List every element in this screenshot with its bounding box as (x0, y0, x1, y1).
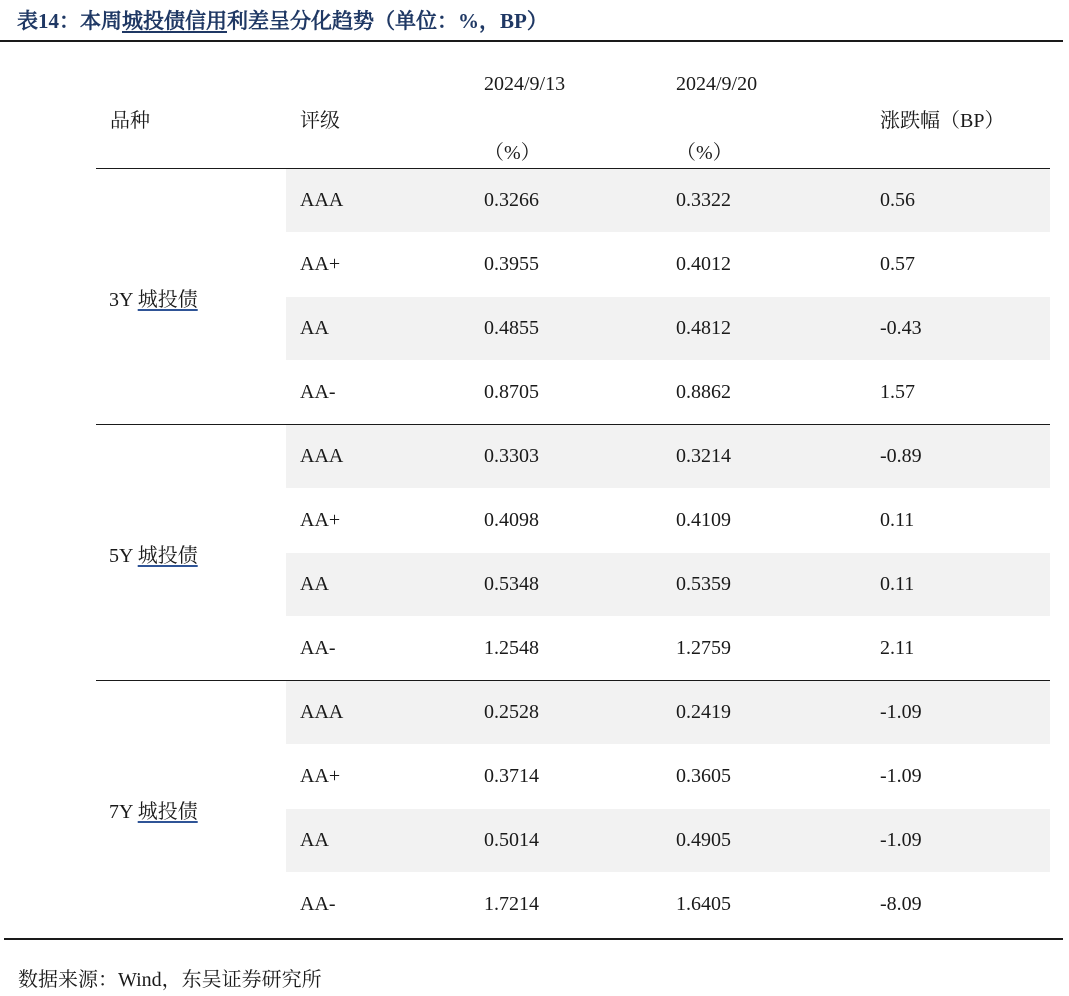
spread-2024-9-13-cell: 1.2548 (484, 637, 539, 659)
spread-2024-9-13-cell: 0.5014 (484, 829, 539, 851)
spread-2024-9-20-cell: 0.4012 (676, 253, 731, 275)
change-bp-cell: 0.11 (880, 509, 915, 531)
rating-cell: AA+ (300, 253, 341, 275)
spread-2024-9-20-cell: 0.4905 (676, 829, 731, 851)
rating-cell: AA- (300, 381, 336, 403)
spread-2024-9-20-cell: 0.3214 (676, 445, 731, 467)
rating-cell: AA+ (300, 765, 341, 787)
group-name-link[interactable]: 城投债 (137, 289, 198, 311)
title-bar (0, 0, 1063, 42)
change-bp-cell: 0.57 (880, 253, 915, 275)
row-shade (286, 681, 1050, 744)
spread-2024-9-20-cell: 0.3605 (676, 765, 731, 787)
group-label (109, 795, 198, 824)
rating-cell: AA- (300, 893, 336, 915)
row-shade (286, 553, 1050, 616)
spread-2024-9-13-cell: 0.3955 (484, 253, 539, 275)
rating-cell: AA (300, 317, 329, 339)
spread-2024-9-20-cell: 1.2759 (676, 637, 731, 659)
spread-2024-9-13-cell: 0.3714 (484, 765, 539, 787)
change-bp-cell: 0.56 (880, 189, 915, 211)
group-name-link[interactable]: 城投债 (137, 545, 198, 567)
table-title-prefix: 表14：本周 (17, 9, 122, 33)
header-date2-unit: （%） (676, 142, 733, 164)
change-bp-cell: -1.09 (880, 701, 922, 723)
change-bp-cell: -1.09 (880, 765, 922, 787)
rating-cell: AAA (300, 445, 344, 467)
change-bp-cell: -1.09 (880, 829, 922, 851)
header-date1-unit: （%） (484, 142, 541, 164)
spread-2024-9-13-cell: 0.5348 (484, 573, 539, 595)
row-shade (286, 425, 1050, 488)
spread-2024-9-13-cell: 0.8705 (484, 381, 539, 403)
rating-cell: AA (300, 829, 329, 851)
row-shade (286, 297, 1050, 360)
change-bp-cell: -0.43 (880, 317, 922, 339)
group-tenor: 3Y (109, 289, 138, 311)
spread-2024-9-13-cell: 0.3303 (484, 445, 539, 467)
spread-2024-9-20-cell: 1.6405 (676, 893, 731, 915)
header-change: 涨跌幅（BP） (880, 110, 1005, 132)
spread-2024-9-13-cell: 0.4098 (484, 509, 539, 531)
header-date2: 2024/9/20 (676, 73, 758, 95)
group-label (109, 539, 198, 568)
change-bp-cell: 2.11 (880, 637, 915, 659)
table-title-link[interactable]: 城投债信用 (122, 9, 227, 33)
rating-cell: AA- (300, 637, 336, 659)
spread-2024-9-13-cell: 0.4855 (484, 317, 539, 339)
spread-2024-9-20-cell: 0.5359 (676, 573, 731, 595)
header-date1: 2024/9/13 (484, 73, 566, 95)
spread-2024-9-13-cell: 1.7214 (484, 893, 539, 915)
change-bp-cell: -0.89 (880, 445, 922, 467)
change-bp-cell: 0.11 (880, 573, 915, 595)
change-bp-cell: 1.57 (880, 381, 915, 403)
table-bottom-rule (4, 938, 1063, 940)
source-note: 数据来源：Wind，东吴证券研究所 (18, 969, 322, 991)
row-shade (286, 169, 1050, 232)
table-title-suffix: 利差呈分化趋势（单位：%，BP） (227, 9, 548, 33)
rating-cell: AAA (300, 701, 344, 723)
spread-2024-9-20-cell: 0.3322 (676, 189, 731, 211)
spread-2024-9-20-cell: 0.4812 (676, 317, 731, 339)
group-tenor: 5Y (109, 545, 138, 567)
spread-2024-9-20-cell: 0.2419 (676, 701, 731, 723)
spread-2024-9-20-cell: 0.8862 (676, 381, 731, 403)
group-label (109, 283, 198, 312)
spread-2024-9-20-cell: 0.4109 (676, 509, 731, 531)
rating-cell: AA (300, 573, 329, 595)
header-rating: 评级 (300, 110, 340, 132)
spread-2024-9-13-cell: 0.3266 (484, 189, 539, 211)
table-title (17, 5, 548, 35)
rating-cell: AAA (300, 189, 344, 211)
row-shade (286, 809, 1050, 872)
group-tenor: 7Y (109, 801, 138, 823)
header-variety: 品种 (110, 110, 150, 132)
group-name-link[interactable]: 城投债 (137, 801, 198, 823)
rating-cell: AA+ (300, 509, 341, 531)
change-bp-cell: -8.09 (880, 893, 922, 915)
spread-2024-9-13-cell: 0.2528 (484, 701, 539, 723)
